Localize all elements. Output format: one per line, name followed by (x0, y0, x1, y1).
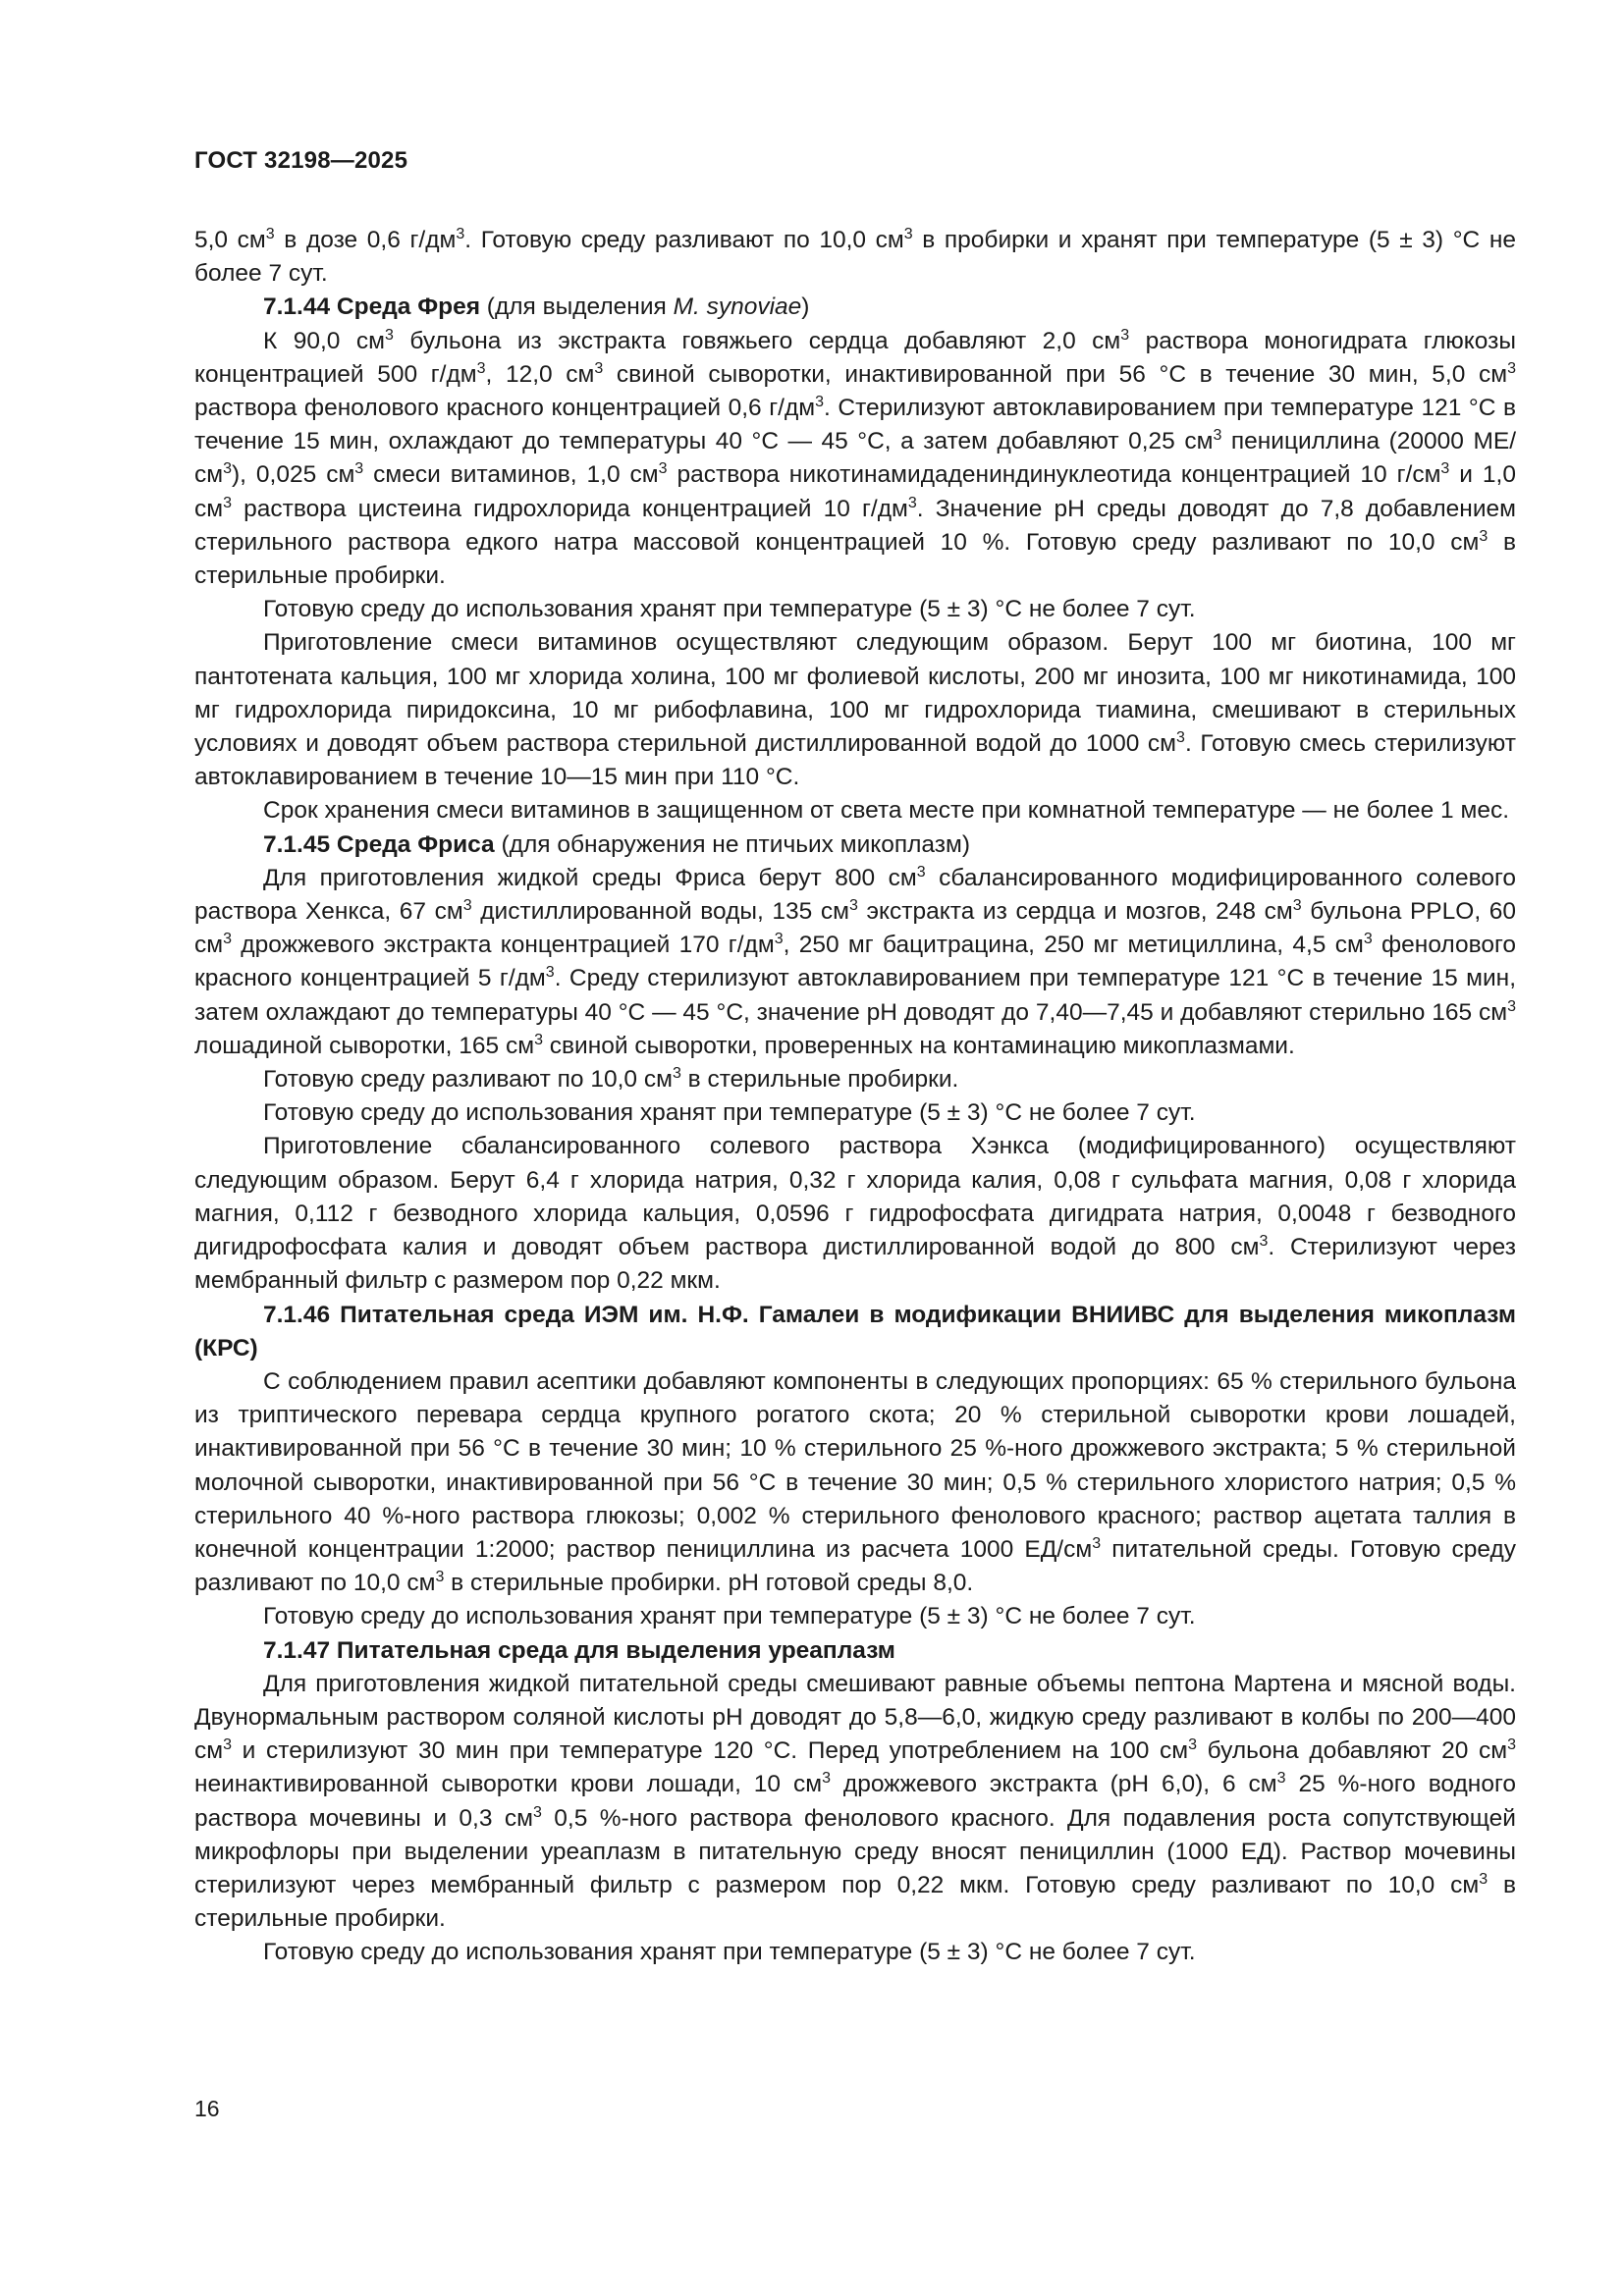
paragraph-continuation: 5,0 $см^3$ в дозе 0,6 $г/дм^3$. Готовую среду разливают по 10,0 $см^3$ в пробирки и хранят при температуре (5 ± 3) °С не более 7 сут. (194, 226, 1516, 288)
paragraph-hanks-solution: Приготовление сбалансированного солевого раствора Хэнкса (модифицированного) осуществляют следующим образом. Берут 6,4 г хлорида натрия, 0,32 г хлорида калия, 0,08 г сульфата магния, 0,08 г хлорида магния, 0,112 г безводного хлорида кальция, 0,0596 г гидрофосфата дигидрата натрия, 0,0048 г безводного дигидрофосфата калия и доводят объем раствора дистиллированной водой до 800 $см^3$. Стерилизуют через мембранный фильтр с размером пор 0,22 мкм. (194, 1133, 1516, 1295)
page-number: 16 (194, 2096, 220, 2121)
paragraph-dispensing: Готовую среду разливают по 10,0 $см^3$ в стерильные пробирки. (263, 1065, 959, 1094)
paragraph-ureaplasma-medium: Для приготовления жидкой питательной среды смешивают равные объемы пептона Мартена и мясной воды. Двунормальным раствором соляной кислоты рН доводят до 5,8—6,0, жидкую среду разливают в колбы по 200—400 $см^3$ и стерилизуют 30 мин при температуре 120 °С. Перед употреблением на 100 $см^3$ бульона добавляют 20 $см^3$ неинактивированной сыворотки крови лошади, 10 $см^3$ дрожжевого экстракта (рН 6,0), 6 $см^3$ 25 %-ного водного раствора мочевины и 0,3 $см^3$ 0,5 %-ного раствора фенолового красного. Для подавления роста сопутствующей микрофлоры при выделении уреаплазм в питательную среду вносят пенициллин (1000 ЕД). Раствор мочевины стерилизуют через мембранный фильтр с размером пор 0,22 мкм. Готовую среду разливают по 10,0 $см^3$ в стерильные пробирки. (194, 1670, 1517, 1933)
paragraph-frey-medium: К 90,0 $см^3$ бульона из экстракта говяжьего сердца добавляют 2,0 $см^3$ раствора моногидрата глюкозы концентрацией 500 $г/дм^3$, 12,0 $см^3$ свиной сыворотки, инактивированной при 56 °С в течение 30 мин, 5,0 $см^3$ раствора фенолового красного концентрацией 0,6 $г/дм^3$. Стерилизуют автоклавированием при температуре 121 °С в течение 15 мин, охлаждают до температуры 40 °С — 45 °С, а затем добавляют 0,25 $см^3$ пенициллина (20000 $МЕ/см^3$), 0,025 $см^3$ смеси витаминов, 1,0 $см^3$ раствора никотинамидадениндинуклеотида концентрацией 10 $г/см^3$ и 1,0 $см^3$ раствора цистеина гидрохлорида концентрацией 10 $г/дм^3$. Значение рН среды доводят до 7,8 добавлением стерильного раствора едкого натра массовой концентрацией 10 %. Готовую среду разливают по 10,0 $см^3$ в стерильные пробирки. (194, 326, 1516, 590)
section-heading-7-1-44: 7.1.44 Среда Фрея (для выделения M. synoviae) (263, 294, 810, 321)
document-body (194, 224, 1516, 1970)
section-heading-7-1-47: 7.1.47 Питательная среда для выделения уреаплазм (263, 1636, 895, 1664)
document-header: ГОСТ 32198—2025 (194, 147, 408, 174)
paragraph-vitamin-mix: Приготовление смеси витаминов осуществляют следующим образом. Берут 100 мг биотина, 100 мг пантотената кальция, 100 мг хлорида холина, 100 мг фолиевой кислоты, 200 мг инозита, 100 мг никотинамида, 100 мг гидрохлорида пиридоксина, 10 мг рибофлавина, 100 мг гидрохлорида тиамина, смешивают в стерильных условиях и доводят объем раствора стерильной дистиллированной водой до 1000 $см^3$. Готовую смесь стерилизуют автоклавированием в течение 10—15 мин при 110 °С. (194, 629, 1516, 791)
paragraph-vitamin-storage: Срок хранения смеси витаминов в защищенном от света месте при комнатной температуре — не более 1 мес. (263, 797, 1510, 825)
section-heading-7-1-45: 7.1.45 Среда Фриса (для обнаружения не птичьих микоплазм) (263, 830, 971, 858)
paragraph-iem-medium: С соблюдением правил асептики добавляют компоненты в следующих пропорциях: 65 % стерильного бульона из триптического перевара сердца крупного рогатого скота; 20 % стерильной сыворотки крови лошадей, инактивированной при 56 °С в течение 30 мин; 10 % стерильного 25 %-ного дрожжевого экстракта; 5 % стерильной молочной сыворотки, инактивированной при 56 °С в течение 30 мин; 0,5 % стерильного хлористого натрия; 0,5 % стерильного 40 %-ного раствора глюкозы; 0,002 % стерильного фенолового красного; раствор ацетата таллия в конечной концентрации 1:2000; раствор пенициллина из расчета 1000 $ЕД/см^3$ питательной среды. Готовую среду разливают по 10,0 $см^3$ в стерильные пробирки. рН готовой среды 8,0. (194, 1367, 1516, 1597)
paragraph-storage: Готовую среду до использования хранят при температуре (5 ± 3) °С не более 7 сут. (263, 596, 1196, 623)
paragraph-storage: Готовую среду до использования хранят при температуре (5 ± 3) °С не более 7 сут. (263, 1939, 1196, 1966)
paragraph-storage: Готовую среду до использования хранят при температуре (5 ± 3) °С не более 7 сут. (263, 1603, 1196, 1630)
paragraph-fris-medium: Для приготовления жидкой среды Фриса берут 800 $см^3$ сбалансированного модифицированного солевого раствора Хенкса, 67 $см^3$ дистиллированной воды, 135 $см^3$ экстракта из сердца и мозгов, 248 $см^3$ бульона PPLO, 60 $см^3$ дрожжевого экстракта концентрацией 170 $г/дм^3$, 250 мг бацитрацина, 250 мг метициллина, 4,5 $см^3$ фенолового красного концентрацией 5 $г/дм^3$. Среду стерилизуют автоклавированием при температуре 121 °С в течение 15 мин, затем охлаждают до температуры 40 °С — 45 °С, значение рН доводят до 7,40—7,45 и добавляют стерильно 165 $см^3$ лошадиной сыворотки, 165 $см^3$ свиной сыворотки, проверенных на контаминацию микоплазмами. (194, 863, 1517, 1059)
paragraph-storage: Готовую среду до использования хранят при температуре (5 ± 3) °С не более 7 сут. (263, 1099, 1196, 1127)
section-heading-7-1-46: 7.1.46 Питательная среда ИЭМ им. Н.Ф. Гамалеи в модификации ВНИИВС для выделения микоплазм (КРС) (194, 1301, 1516, 1362)
